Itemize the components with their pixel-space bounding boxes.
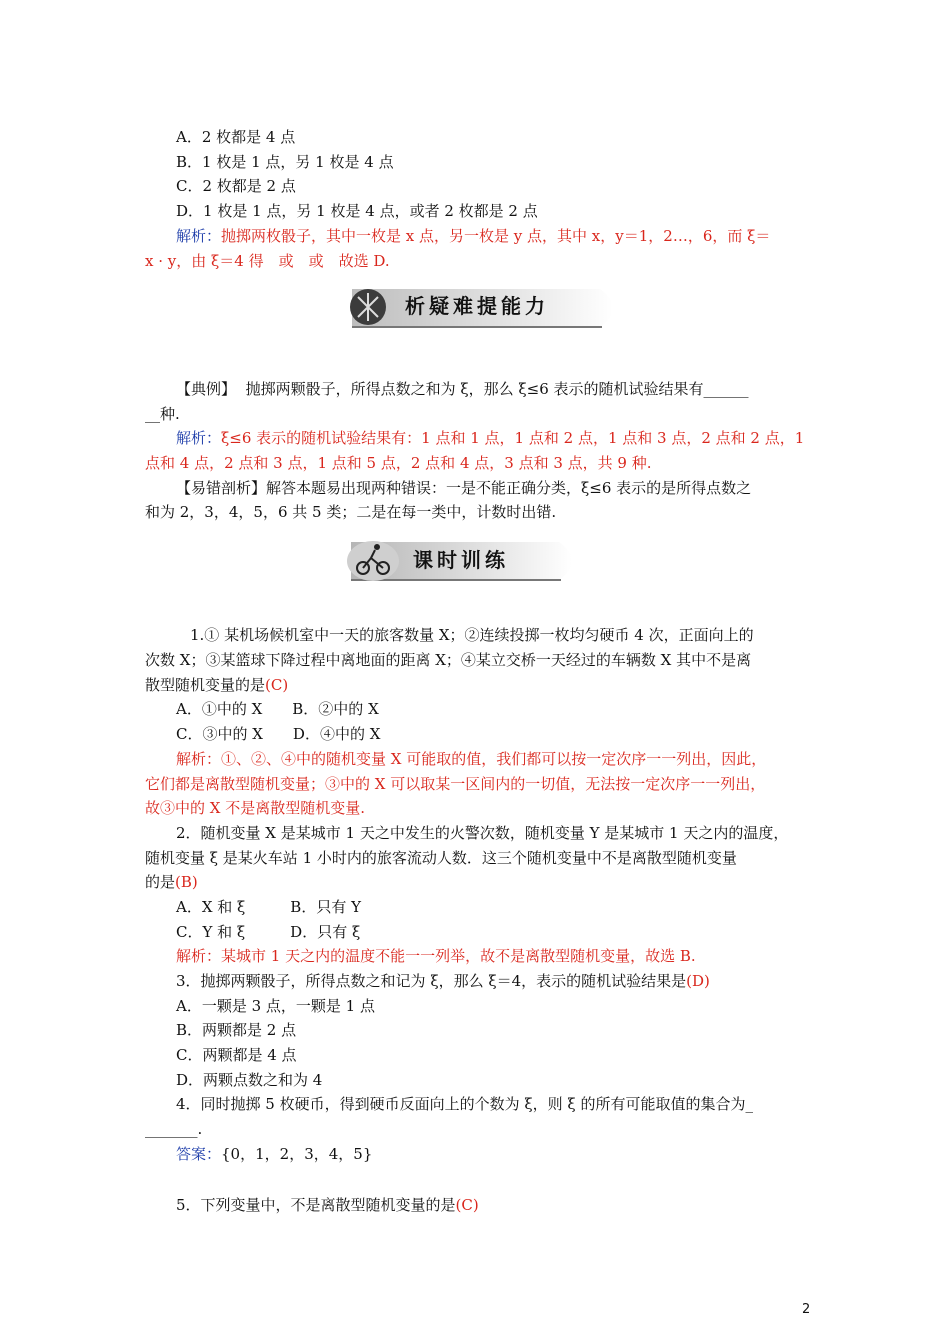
q1-options-cd: C．③中的 X D．④中的 X [176,725,381,743]
q4-line1: 4．同时抛掷 5 枚硬币，得到硬币反面向上的个数为 ξ，则 ξ 的所有可能取值的集合为_ [176,1095,753,1113]
option-b: B．1 枚是 1 点，另 1 枚是 4 点 [176,153,394,171]
q2-analysis: 解析：某城市 1 天之内的温度不能一一列举，故不是离散型随机变量，故选 B. [176,947,696,965]
analysis-label: 解析： [176,429,222,447]
q3-answer: (D) [686,972,710,990]
option-c: C．2 枚都是 2 点 [176,177,296,195]
answer-label: 答案： [176,1145,222,1163]
error-tag: 【易错剖析】 [176,479,267,497]
analysis-label: 解析： [176,227,222,245]
q1-line2: 次数 X；③某篮球下降过程中离地面的距离 X；④某立交桥一天经过的车辆数 X 其中不是离 [145,651,752,669]
option-d: D．1 枚是 1 点，另 1 枚是 4 点，或者 2 枚都是 2 点 [176,202,538,220]
q2-line1: 2．随机变量 X 是某城市 1 天之中发生的火警次数，随机变量 Y 是某城市 1 天之内的温度， [176,824,789,842]
error-analysis-line2: 和为 2，3，4，5，6 共 5 类；二是在每一类中，计数时出错. [145,503,557,521]
q5-line1 [176,1195,479,1215]
banner-title-practice: 课时训练 [413,548,509,572]
q3-line1 [176,971,710,991]
analysis-text: ξ≤6 表示的随机试验结果有：1 点和 1 点，1 点和 2 点，1 点和 3 点，2 点和 2 点，1 [221,429,805,447]
q5-answer: (C) [455,1196,479,1214]
example-line1 [176,379,749,399]
q2-line2: 随机变量 ξ 是某火车站 1 小时内的旅客流动人数．这三个随机变量中不是离散型随机变量 [145,849,737,867]
q4-answer: {0，1，2，3，4，5} [221,1145,373,1163]
q1-analysis-line1: 解析：①、②、④中的随机变量 X 可能取的值，我们都可以按一定次序一一列出，因此， [176,750,767,768]
analysis-text: 抛掷两枚骰子，其中一枚是 x 点，另一枚是 y 点，其中 x，y＝1，2…，6，而 ξ＝ [221,227,771,245]
q3-option-b: B．两颗都是 2 点 [176,1021,297,1039]
example-text: 抛掷两颗骰子，所得点数之和为 ξ，那么 ξ≤6 表示的随机试验结果有______ [245,380,749,398]
q2-answer: (B) [175,873,198,891]
q4-line2: _______. [145,1120,203,1138]
top-analysis-line2: x · y，由 ξ＝4 得 或 或 故选 D. [145,252,390,270]
q1-line1: 1.① 某机场候机室中一天的旅客数量 X；②连续投掷一枚均匀硬币 4 次，正面向上的 [190,626,754,644]
q2-options-ab: A．X 和 ξ B．只有 Y [176,898,362,916]
example-analysis-line1 [176,428,804,448]
option-a: A．2 枚都是 4 点 [176,128,296,146]
q2-line3 [145,872,198,892]
q3-option-d: D．两颗点数之和为 4 [176,1071,323,1089]
q2-options-cd: C．Y 和 ξ D．只有 ξ [176,923,361,941]
page-number: 2 [802,1302,811,1317]
q1-stem-end: 散型随机变量的是 [145,676,266,694]
q3-option-c: C．两颗都是 4 点 [176,1046,297,1064]
q3-option-a: A．一颗是 3 点，一颗是 1 点 [176,997,375,1015]
error-text: 解答本题易出现两种错误：一是不能正确分类，ξ≤6 表示的是所得点数之 [266,479,752,497]
q3-stem: 3．抛掷两颗骰子，所得点数之和记为 ξ，那么 ξ＝4，表示的随机试验结果是 [176,972,687,990]
error-analysis-line1 [176,478,751,498]
q5-stem: 5．下列变量中，不是离散型随机变量的是 [176,1196,456,1214]
q1-line3 [145,675,288,695]
q4-answer-line [176,1144,372,1164]
example-tag: 【典例】 [176,380,237,398]
banner-title-analysis: 析疑难提能力 [405,294,549,318]
q1-answer: (C) [265,676,289,694]
q1-options-ab: A．①中的 X B．②中的 X [176,700,379,718]
example-analysis-line2: 点和 4 点，2 点和 3 点，1 点和 5 点，2 点和 4 点，3 点和 3 点，共 9 种. [145,454,652,472]
q1-analysis-line3: 故③中的 X 不是离散型随机变量. [145,799,365,817]
example-line2: __种. [145,405,180,423]
q2-stem-end: 的是 [145,873,176,891]
q1-analysis-line2: 它们都是离散型随机变量；③中的 X 可以取某一区间内的一切值，无法按一定次序一一列出， [145,775,766,793]
top-analysis-line1 [176,226,770,246]
